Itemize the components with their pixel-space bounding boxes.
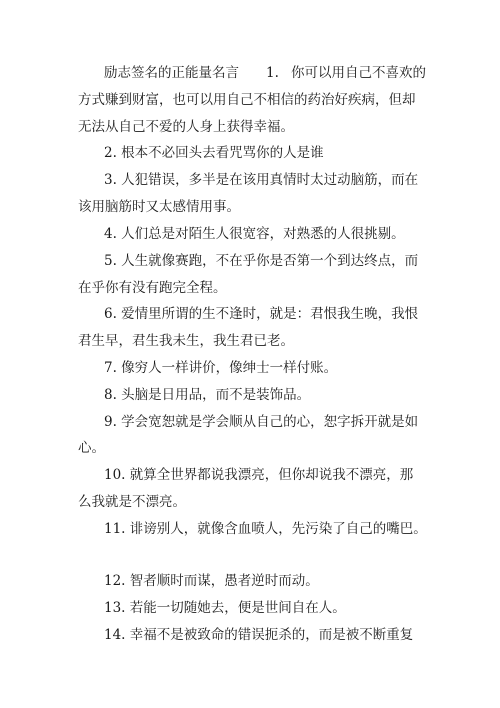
text-line (0, 357, 500, 379)
text-segment: 6. 爱情里所谓的生不逢时，就是：君恨我生晚，我恨 (104, 306, 419, 322)
item-number: 1. (266, 65, 279, 81)
text-segment: 13. 若能一切随她去，便是世间自在人。 (104, 600, 346, 616)
text-segment: 3. 人犯错误，多半是在该用真情时太过动脑筋，而在 (104, 172, 419, 188)
text-segment: 8. 头脑是日用品，而不是装饰品。 (104, 387, 311, 403)
text-segment: 在乎你有没有跑完全程。 (78, 280, 227, 296)
text-segment: 9. 学会宽恕就是学会顺从自己的心，恕字拆开就是如 (104, 414, 419, 430)
text-segment: 么我就是不漂亮。 (78, 494, 186, 510)
text-line (0, 570, 500, 592)
text-line (0, 250, 500, 272)
text-segment: 无法从自己不爱的人身上获得幸福。 (78, 119, 294, 135)
text-segment: 4. 人们总是对陌生人很宽容，对熟悉的人很挑剔。 (104, 226, 405, 242)
text-segment: 10. 就算全世界都说我漂亮，但你却说我不漂亮，那 (104, 467, 414, 483)
text-line (0, 411, 500, 433)
text-segment: 心。 (78, 440, 105, 456)
text-line (0, 116, 500, 138)
text-line (0, 62, 500, 84)
text-line (0, 330, 500, 352)
text-segment: 君生早，君生我未生，我生君已老。 (78, 333, 294, 349)
text-line (0, 518, 500, 540)
text-line (0, 384, 500, 406)
text-segment: 2. 根本不必回头去看咒骂你的人是谁 (104, 145, 324, 161)
text-segment: 你可以用自己不喜欢的 (291, 65, 426, 81)
text-line (0, 437, 500, 459)
text-line (0, 597, 500, 619)
text-line (0, 277, 500, 299)
text-line (0, 303, 500, 325)
text-line (0, 89, 500, 111)
text-segment: 方式赚到财富，也可以用自己不相信的药治好疾病，但却 (78, 92, 416, 108)
text-line (0, 491, 500, 513)
text-line (0, 169, 500, 191)
text-line (0, 196, 500, 218)
text-line (0, 464, 500, 486)
text-line (0, 624, 500, 646)
document-title: 励志签名的正能量名言 (104, 65, 239, 81)
text-segment: 7. 像穷人一样讲价，像绅士一样付账。 (104, 360, 338, 376)
text-line (0, 223, 500, 245)
text-segment: 12. 智者顺时而谋，愚者逆时而动。 (104, 573, 319, 589)
text-segment: 11. 诽谤别人，就像含血喷人，先污染了自己的嘴巴。 (104, 521, 427, 537)
text-segment: 该用脑筋时又太感情用事。 (78, 199, 240, 215)
text-segment: 14. 幸福不是被致命的错误扼杀的，而是被不断重复 (104, 627, 414, 643)
text-segment: 5. 人生就像赛跑，不在乎你是否第一个到达终点，而 (104, 253, 419, 269)
text-line (0, 142, 500, 164)
